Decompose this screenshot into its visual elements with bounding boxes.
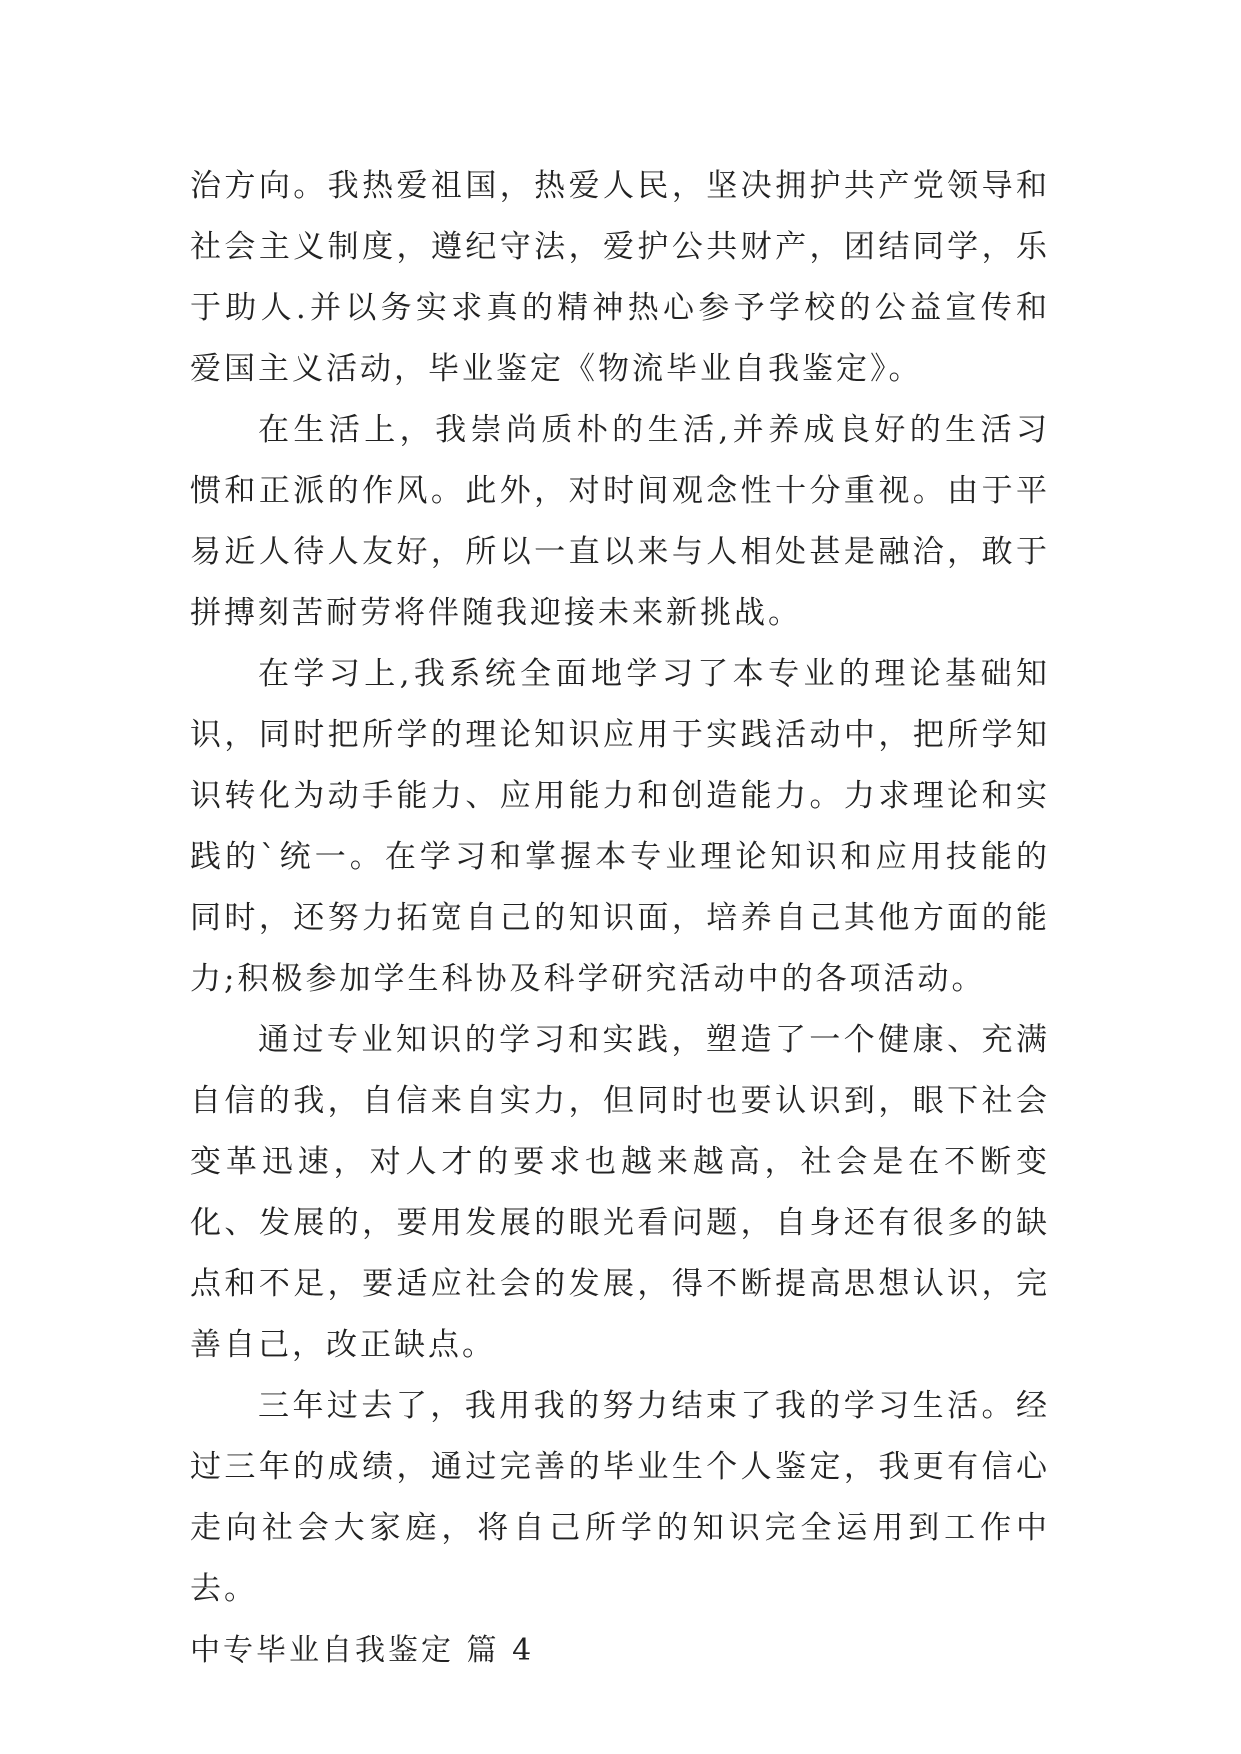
paragraph: 三年过去了，我用我的努力结束了我的学习生活。经过三年的成绩，通过完善的毕业生个人鉴定，我更有信心走向社会大家庭，将自己所学的知识完全运用到工作中去。: [190, 1388, 1050, 1607]
section-title: 中专毕业自我鉴定 篇 4: [190, 1633, 535, 1668]
document-body: [190, 156, 1050, 1681]
paragraph: 通过专业知识的学习和实践，塑造了一个健康、充满自信的我，自信来自实力，但同时也要认识到，眼下社会变革迅速，对人才的要求也越来越高，社会是在不断变化、发展的，要用发展的眼光看问题，自身还有很多的缺点和不足，要适应社会的发展，得不断提高思想认识，完善自己，改正缺点。: [190, 1022, 1050, 1363]
paragraph: 在学习上,我系统全面地学习了本专业的理论基础知识，同时把所学的理论知识应用于实践活动中，把所学知识转化为动手能力、应用能力和创造能力。力求理论和实践的`统一。在学习和掌握本专业理论知识和应用技能的同时，还努力拓宽自己的知识面，培养自己其他方面的能力;积极参加学生科协及科学研究活动中的各项活动。: [190, 656, 1050, 997]
paragraph: 在生活上，我崇尚质朴的生活,并养成良好的生活习惯和正派的作风。此外，对时间观念性十分重视。由于平易近人待人友好，所以一直以来与人相处甚是融洽，敢于拼搏刻苦耐劳将伴随我迎接未来新挑战。: [190, 412, 1050, 631]
paragraph: 治方向。我热爱祖国，热爱人民，坚决拥护共产党领导和社会主义制度，遵纪守法，爱护公共财产，团结同学，乐于助人.并以务实求真的精神热心参予学校的公益宣传和爱国主义活动，毕业鉴定《物流毕业自我鉴定》。: [190, 168, 1050, 387]
